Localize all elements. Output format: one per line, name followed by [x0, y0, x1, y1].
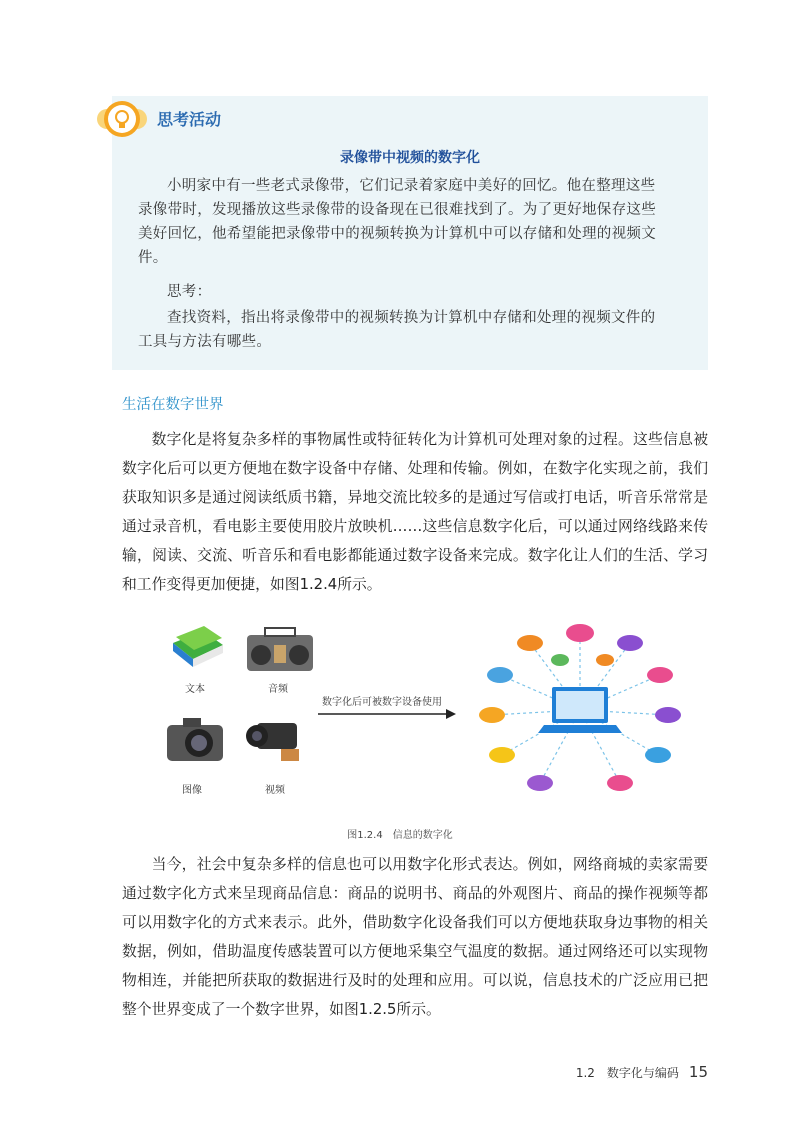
books-icon [168, 623, 228, 673]
page-footer [576, 1063, 708, 1081]
radio-icon [245, 625, 315, 675]
activity-header [97, 97, 397, 141]
label-text: 文本 [185, 684, 205, 695]
figure-caption: 图1.2.4 信息的数字化 [347, 830, 453, 841]
activity-story: 小明家中有一些老式录像带，它们记录着家庭中美好的回忆。他在整理这些录像带时，发现播放这些录像带的设备现在已很难找到了。为了更好地保存这些美好回忆，他希望能把录像带中的视频转换为计算机中可以存储和处理的视频文件。 [138, 178, 656, 266]
footer-section: 1.2 数字化与编码 [575, 1066, 679, 1080]
video-camera-icon [245, 715, 305, 765]
activity-question: 查找资料，指出将录像带中的视频转换为计算机中存储和处理的视频文件的工具与方法有哪些。 [138, 310, 656, 350]
activity-think-label: 思考： [167, 284, 212, 300]
label-video: 视频 [265, 785, 285, 796]
section-heading: 生活在数字世界 [122, 397, 224, 413]
arrow-icon [318, 707, 458, 721]
cloud-network-icon [470, 615, 690, 805]
activity-subtitle: 录像带中视频的数字化 [340, 150, 480, 166]
label-audio: 音频 [268, 684, 288, 695]
camera-icon [165, 715, 225, 765]
figure-digitization [150, 615, 690, 815]
page-number: 15 [688, 1063, 708, 1081]
body-paragraph-1: 数字化是将复杂多样的事物属性或特征转化为计算机可处理对象的过程。这些信息被数字化后可以更方便地在数字设备中存储、处理和传输。例如，在数字化实现之前，我们获取知识多是通过阅读纸质书籍，异地交流比较多的是通过写信或打电话，听音乐常常是通过录音机，看电影主要使用胶片放映机……这些信息数字化后，可以通过网络线路来传输，阅读、交流、听音乐和看电影都能通过数字设备来完成。数字化让人们的生活、学习和工作变得更加便捷，如图1.2.4所示。 [122, 431, 708, 593]
arrow-label: 数字化后可被数字设备使用 [322, 697, 442, 708]
lightbulb-badge-icon [97, 99, 147, 139]
label-image: 图像 [182, 785, 202, 796]
activity-title: 思考活动 [157, 110, 222, 129]
body-paragraph-2: 当今，社会中复杂多样的信息也可以用数字化形式表达。例如，网络商城的卖家需要通过数字化方式来呈现商品信息：商品的说明书、商品的外观图片、商品的操作视频等都可以用数字化的方式来表示。此外，借助数字化设备我们可以方便地获取身边事物的相关数据，例如，借助温度传感装置可以方便地采集空气温度的数据。通过网络还可以实现物物相连，并能把所获取的数据进行及时的处理和应用。可以说，信息技术的广泛应用已把整个世界变成了一个数字世界，如图1.2.5所示。 [122, 856, 708, 1018]
